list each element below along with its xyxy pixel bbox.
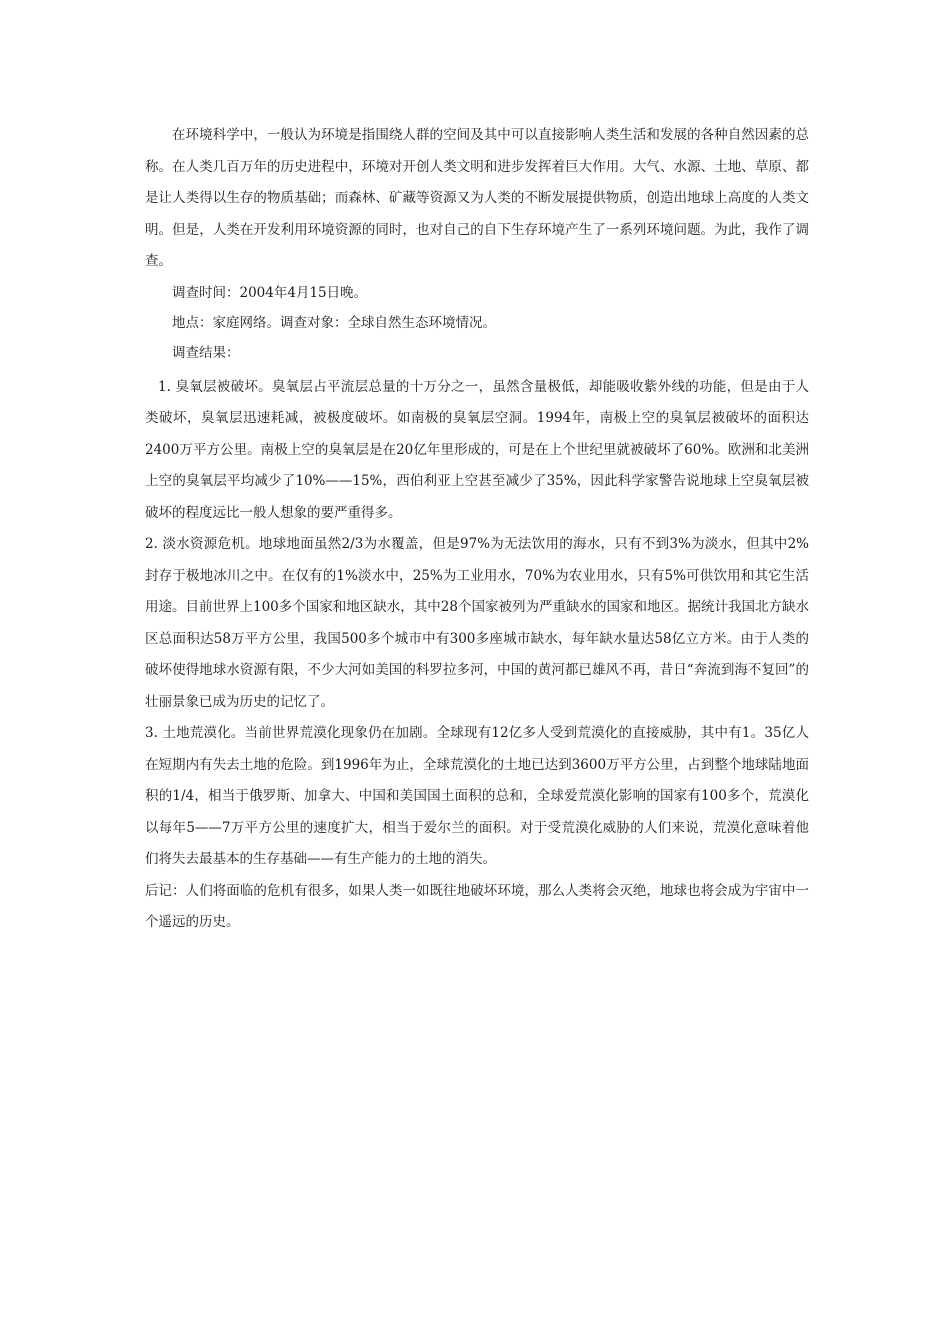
survey-results-label: 调查结果： [172, 344, 240, 361]
result-item-desertification: 3. 土地荒漠化。当前世界荒漠化现象仍在加剧。全球现有12亿多人受到荒漠化的直接威胁，其中有1。35亿人在短期内有失去土地的危险。到1996年为止，全球荒漠化的土地已达到3600万平方公里，占到整个地球陆地面积的1/4，相当于俄罗斯、加拿大、中国和美国国土面积的总和，全球爱荒漠化影响的国家有100多个，荒漠化以每年5——7万平方公里的速度扩大，相当于爱尔兰的面积。对于受荒漠化威胁的人们来说，荒漠化意味着他们将失去最基本的生存基础——有生产能力的土地的消失。 [145, 725, 809, 867]
result-item-ozone: 1. 臭氧层被破坏。臭氧层占平流层总量的十万分之一，虽然含量极低，却能吸收紫外线的功能，但是由于人类破坏，臭氧层迅速耗减，被极度破坏。如南极的臭氧层空洞。1994年，南极上空的臭氧层被破坏的面积达2400万平方公里。南极上空的臭氧层是在20亿年里形成的，可是在上个世纪里就被破坏了60%。欧洲和北美洲上空的臭氧层平均减少了10%——15%，西伯利亚上空甚至减少了35%，因此科学家警告说地球上空臭氧层被破坏的程度远比一般人想象的要严重得多。 [145, 378, 809, 521]
intro-paragraph: 在环境科学中，一般认为环境是指围绕人群的空间及其中可以直接影响人类生活和发展的各种自然因素的总称。在人类几百万年的历史进程中，环境对开创人类文明和进步发挥着巨大作用。大气、水源、土地、草原、都是让人类得以生存的物质基础；而森林、矿藏等资源又为人类的不断发展提供物质，创造出地球上高度的人类文明。但是，人类在开发利用环境资源的同时，也对自己的自下生存环境产生了一系列环境问题。为此，我作了调查。 [145, 127, 809, 269]
result-item-freshwater: 2. 淡水资源危机。地球地面虽然2/3为水覆盖，但是97%为无法饮用的海水，只有不到3%为淡水，但其中2%封存于极地冰川之中。在仅有的1%淡水中，25%为工业用水，70%为农业用水，只有5%可供饮用和其它生活用途。目前世界上100多个国家和地区缺水，其中28个国家被列为严重缺水的国家和地区。据统计我国北方缺水区总面积达58万平方公里，我国500多个城市中有300多座城市缺水，每年缺水量达58亿立方米。由于人类的破坏使得地球水资源有限，不少大河如美国的科罗拉多河，中国的黄河都已雄风不再，昔日“奔流到海不复回”的壮丽景象已成为历史的记忆了。 [145, 536, 809, 710]
afterword-paragraph: 后记：人们将面临的危机有很多，如果人类一如既往地破坏环境，那么人类将会灭绝，地球也将会成为宇宙中一个遥远的历史。 [145, 882, 809, 930]
survey-time: 调查时间：2004年4月15日晚。 [172, 284, 368, 301]
survey-location: 地点：家庭网络。调查对象：全球自然生态环境情况。 [172, 314, 496, 331]
document-body [145, 120, 809, 939]
